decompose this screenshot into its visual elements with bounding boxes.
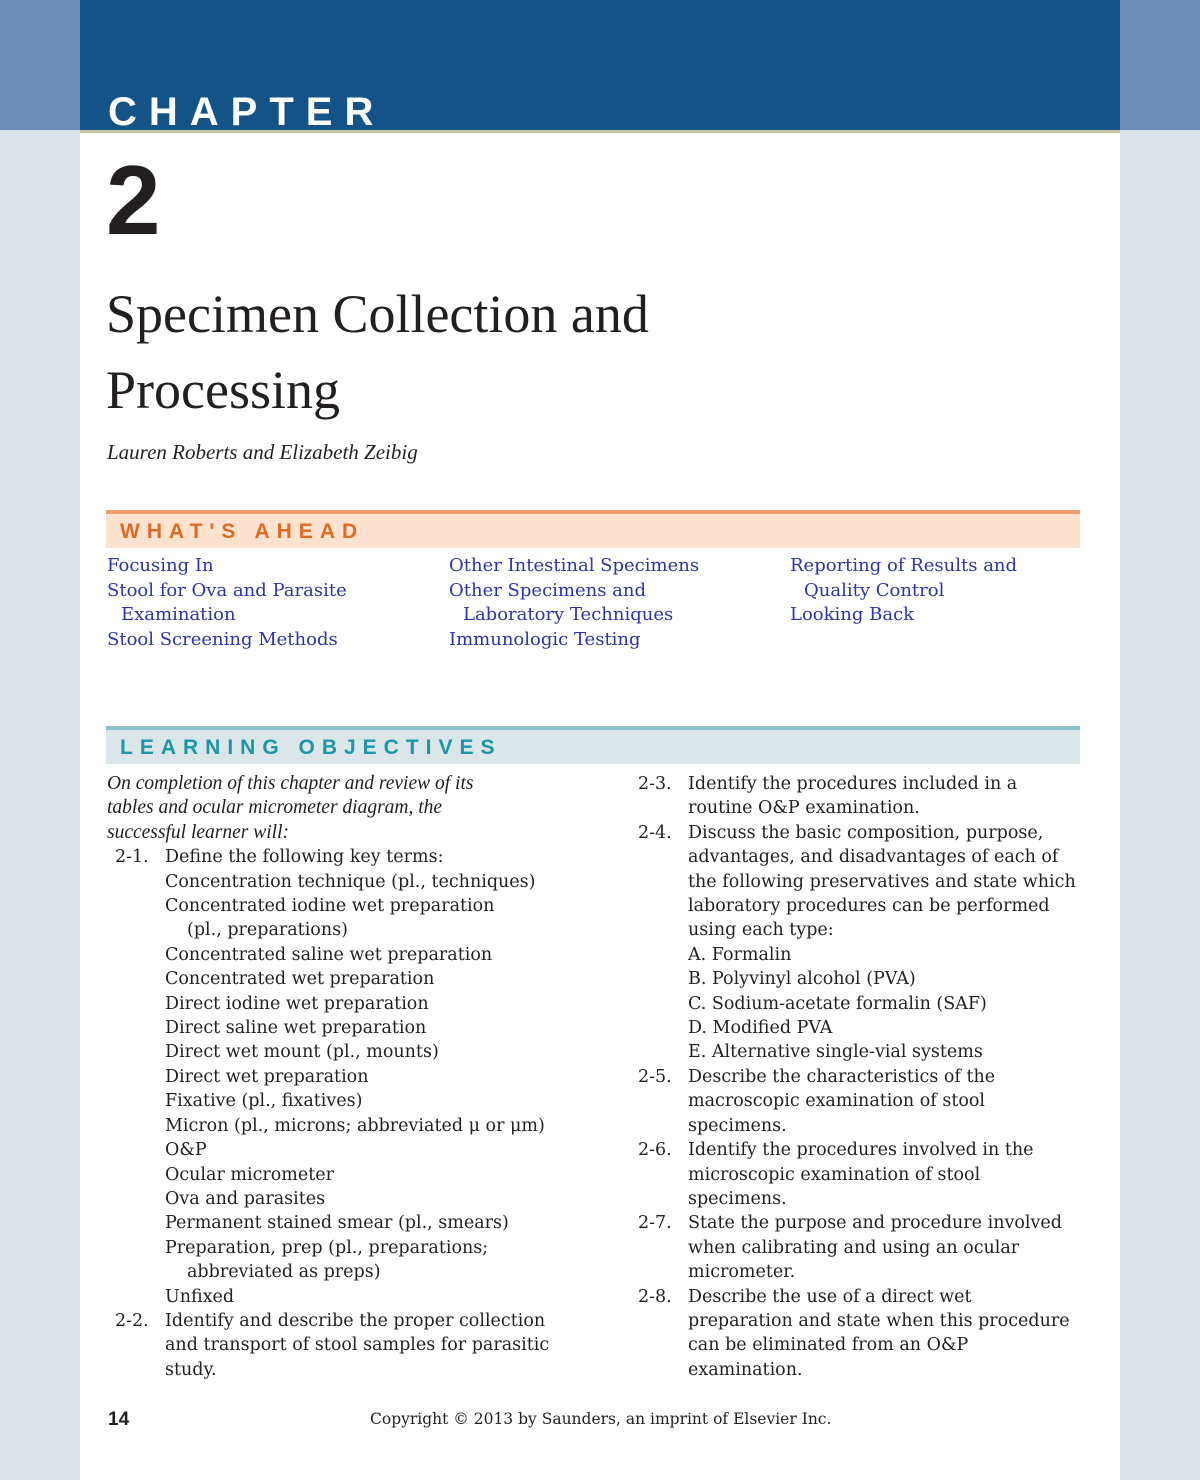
- objective-line: the following preservatives and state which: [688, 871, 1076, 892]
- objective-line: microscopic examination of stool: [688, 1164, 981, 1185]
- preservative-item: E. Alternative single-vial systems: [688, 1042, 983, 1063]
- objective-line: Identify the procedures included in a: [688, 774, 1018, 794]
- objective-2-7: [630, 1211, 1090, 1284]
- key-term: Concentration technique (pl., techniques): [165, 871, 536, 892]
- preservative-item: B. Polyvinyl alcohol (PVA): [688, 969, 916, 990]
- whats-ahead-title: WHAT'S AHEAD: [120, 520, 365, 543]
- objective-line: State the purpose and procedure involved: [688, 1213, 1062, 1234]
- objective-line: when calibrating and using an ocular: [688, 1237, 1020, 1258]
- objective-line: Discuss the basic composition, purpose,: [688, 822, 1044, 843]
- objective-number: 2-8.: [638, 1286, 672, 1307]
- objective-line: can be eliminated from an O&P: [688, 1335, 969, 1356]
- key-terms-list: [107, 870, 587, 1309]
- objective-line: specimens.: [688, 1188, 787, 1209]
- learning-objectives-title: LEARNING OBJECTIVES: [120, 736, 502, 759]
- key-term: Ova and parasites: [165, 1188, 326, 1209]
- objectives-left-column: [107, 772, 587, 1382]
- objective-text: Define the following key terms:: [165, 847, 444, 868]
- objective-number: 2-4.: [638, 822, 672, 843]
- objective-2-6: [630, 1138, 1090, 1211]
- key-term: Preparation, prep (pl., preparations;: [165, 1237, 489, 1258]
- objective-2-1: [107, 845, 587, 869]
- objective-line: routine O&P examination.: [688, 798, 920, 819]
- page-number: 14: [108, 1409, 130, 1430]
- objective-line: Describe the characteristics of the: [688, 1066, 996, 1087]
- key-term: Concentrated iodine wet preparation: [165, 896, 495, 917]
- objective-number: 2-7.: [638, 1213, 672, 1234]
- objectives-right-column: [630, 772, 1090, 1382]
- key-term: Concentrated saline wet preparation: [165, 944, 493, 965]
- key-term-continuation: abbreviated as preps): [187, 1262, 381, 1283]
- preservative-item: A. Formalin: [688, 944, 792, 965]
- authors: Lauren Roberts and Elizabeth Zeibig: [107, 440, 418, 464]
- preservative-item: D. Modified PVA: [688, 1018, 833, 1039]
- ahead-link-stool-screening[interactable]: Stool Screening Methods: [107, 628, 338, 650]
- preservative-item: C. Sodium-acetate formalin (SAF): [688, 993, 987, 1014]
- ahead-link-stool-ova-parasite-cont[interactable]: Examination: [121, 604, 236, 625]
- objective-line: micrometer.: [688, 1262, 796, 1283]
- ahead-link-other-specimens-cont[interactable]: Laboratory Techniques: [463, 604, 674, 625]
- key-term: Direct wet preparation: [165, 1066, 369, 1087]
- ahead-link-other-specimens[interactable]: Other Specimens and: [449, 579, 647, 601]
- whats-ahead-column-1: [107, 554, 347, 652]
- left-margin-band: [0, 0, 80, 130]
- ahead-link-immunologic[interactable]: Immunologic Testing: [449, 628, 641, 650]
- chapter-label: CHAPTER: [108, 90, 386, 134]
- whats-ahead-header: [106, 510, 1080, 548]
- right-margin: [1120, 0, 1200, 1480]
- objective-line: examination.: [688, 1359, 803, 1380]
- objective-number: 2-5.: [638, 1066, 672, 1087]
- ahead-link-stool-ova-parasite[interactable]: Stool for Ova and Parasite: [107, 579, 347, 601]
- intro-line: tables and ocular micrometer diagram, the: [107, 797, 443, 819]
- key-term: O&P: [165, 1140, 207, 1161]
- ahead-link-looking-back[interactable]: Looking Back: [790, 604, 915, 625]
- key-term: Fixative (pl., fixatives): [165, 1091, 363, 1112]
- objective-line: specimens.: [688, 1115, 787, 1136]
- left-margin: [0, 0, 80, 1480]
- copyright-notice: Copyright © 2013 by Saunders, an imprint of Elsevier Inc.: [370, 1410, 832, 1428]
- key-term: Permanent stained smear (pl., smears): [165, 1213, 509, 1234]
- objective-line: advantages, and disadvantages of each of: [688, 847, 1059, 868]
- ahead-link-reporting[interactable]: Reporting of Results and: [790, 555, 1018, 576]
- objective-line: and transport of stool samples for parasitic: [165, 1335, 550, 1356]
- key-term-continuation: (pl., preparations): [187, 920, 348, 941]
- objective-number: 2-3.: [638, 774, 672, 794]
- chapter-title-line: Processing: [106, 360, 340, 420]
- objective-line: preparation and state when this procedure: [688, 1310, 1070, 1331]
- intro-line: On completion of this chapter and review of its: [107, 773, 474, 794]
- intro-line: successful learner will:: [107, 821, 289, 843]
- objective-number: 2-1.: [115, 847, 149, 868]
- objective-line: Identify the procedures involved in the: [688, 1140, 1034, 1161]
- chapter-number: 2: [106, 145, 161, 255]
- objective-number: 2-6.: [638, 1140, 672, 1161]
- objective-2-2: [107, 1309, 587, 1382]
- objective-line: laboratory procedures can be performed: [688, 896, 1050, 917]
- ahead-link-other-intestinal[interactable]: Other Intestinal Specimens: [449, 555, 700, 576]
- objective-number: 2-2.: [115, 1310, 149, 1331]
- objective-line: using each type:: [688, 920, 834, 941]
- objective-2-3: [630, 772, 1090, 821]
- key-term: Ocular micrometer: [165, 1164, 334, 1185]
- objective-2-5: [630, 1065, 1090, 1138]
- objective-line: Identify and describe the proper collection: [165, 1310, 546, 1331]
- key-term: Direct saline wet preparation: [165, 1018, 427, 1039]
- ahead-link-reporting-cont[interactable]: Quality Control: [804, 579, 945, 601]
- objective-line: Describe the use of a direct wet: [688, 1286, 972, 1307]
- key-term: Micron (pl., microns; abbreviated μ or μm): [165, 1115, 545, 1136]
- whats-ahead-column-2: [449, 554, 699, 652]
- objective-line: macroscopic examination of stool: [688, 1091, 986, 1112]
- document-page: [80, 0, 1120, 1480]
- ahead-link-focusing-in[interactable]: Focusing In: [107, 555, 214, 576]
- chapter-title-line: Specimen Collection and: [106, 284, 649, 344]
- key-term: Direct iodine wet preparation: [165, 993, 429, 1014]
- learning-objectives-header: [106, 726, 1080, 764]
- objective-2-4: [630, 821, 1090, 1065]
- objectives-intro: [107, 772, 587, 845]
- objective-line: study.: [165, 1359, 217, 1380]
- key-term: Concentrated wet preparation: [165, 969, 435, 990]
- chapter-title: [106, 276, 806, 428]
- key-term: Unfixed: [165, 1286, 235, 1307]
- objective-2-8: [630, 1285, 1090, 1383]
- right-margin-band: [1120, 0, 1200, 130]
- whats-ahead-column-3: [790, 554, 1017, 628]
- key-term: Direct wet mount (pl., mounts): [165, 1042, 439, 1063]
